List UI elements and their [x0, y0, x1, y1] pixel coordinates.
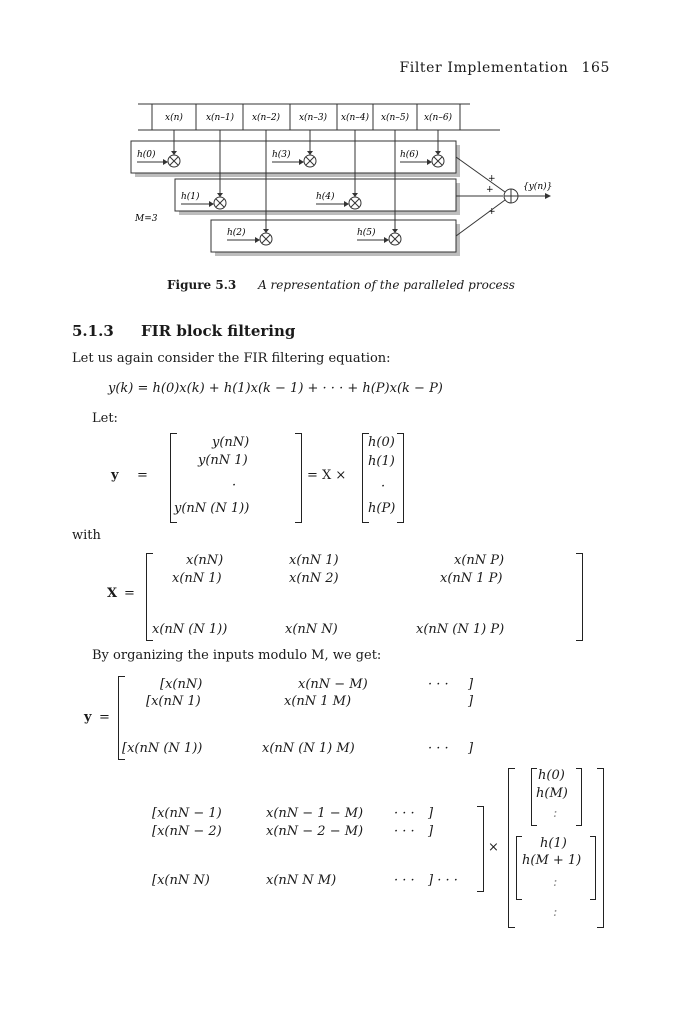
organizing-text: By organizing the inputs modulo M, we get: [92, 648, 382, 663]
right-bracket [576, 553, 583, 641]
x-matrix-cell: x(nN N) [285, 622, 338, 637]
equals-x-times-text: = X × [307, 468, 347, 483]
h-vector-entry: h(P) [368, 501, 396, 516]
lower-block-cell: [x(nN N) [152, 873, 210, 888]
coeff-label: h(1) [181, 192, 200, 202]
h-vector-entry: h(1) [368, 454, 395, 469]
intro-text: Let us again consider the FIR filtering equation: [72, 351, 391, 366]
x-matrix-cell: x(nN P) [454, 553, 505, 568]
x-matrix-cell: x(nN) [186, 553, 224, 568]
times-sign: × [488, 840, 499, 855]
fir-equation: y(k) = h(0)x(k) + h(1)x(k − 1) + · · · + h(P)x(k − P) [108, 381, 443, 396]
multiplier-icon [349, 197, 361, 209]
right-bracket [477, 806, 484, 892]
lower-block-cell: [x(nN − 1) [152, 806, 222, 821]
h-block-entry: h(M) [536, 786, 568, 801]
x-matrix-cell: x(nN 1) [289, 553, 339, 568]
lower-block-cell: x(nN N M) [266, 873, 337, 888]
caption-label: Figure 5.3 [167, 278, 237, 292]
parallel-process-diagram [0, 0, 682, 270]
coeff-label: h(2) [227, 228, 246, 238]
section-heading [72, 322, 295, 340]
y-vector-symbol: y [111, 468, 119, 483]
let-text: Let: [92, 411, 118, 426]
right-bracket [590, 836, 596, 900]
input-label: x(n–2) [251, 113, 281, 123]
y-block-cell: x(nN − M) [298, 677, 368, 692]
y-vector-entry: y(nN (N 1)) [174, 501, 250, 516]
output-label: {y(n)} [523, 182, 553, 192]
lower-block-cell: x(nN − 1 − M) [266, 806, 364, 821]
input-label: x(n–5) [380, 113, 410, 123]
x-matrix-symbol: X [107, 586, 118, 601]
input-label: x(n–4) [340, 113, 370, 123]
multiplier-icon [304, 155, 316, 167]
plus-sign: + [486, 185, 494, 195]
input-label: x(n) [165, 113, 183, 123]
coeff-label: h(0) [137, 150, 156, 160]
page-number: 165 [581, 60, 610, 76]
lower-block-cell: [x(nN − 2) [152, 824, 222, 839]
h-block-vdots: : [553, 905, 558, 920]
plus-sign: + [488, 174, 496, 184]
y-block-cell: ] [468, 694, 474, 709]
y-vector-entry: y(nN 1) [198, 453, 248, 468]
y-block-cell: · · · [428, 741, 449, 756]
y-vector-entry: · [232, 478, 237, 493]
with-text: with [72, 528, 101, 543]
multiplier-icon [214, 197, 226, 209]
h-vector-entry: · [381, 479, 386, 494]
x-matrix-cell: x(nN (N 1)) [152, 622, 228, 637]
x-matrix-cell: x(nN 2) [289, 571, 339, 586]
y-block-cell: · · · [428, 677, 449, 692]
lower-block-cell: ] [428, 824, 434, 839]
y-block-cell: [x(nN (N 1)) [122, 741, 203, 756]
equals-sign: = [99, 710, 110, 725]
input-label: x(n–6) [423, 113, 453, 123]
y-block-cell: [x(nN) [160, 677, 203, 692]
multiplier-icon [389, 233, 401, 245]
left-bracket [516, 836, 522, 900]
section-number: 5.1.3 [72, 322, 114, 340]
multiplier-icon [260, 233, 272, 245]
x-matrix-cell: x(nN (N 1) P) [416, 622, 505, 637]
y-block-cell: ] [468, 677, 474, 692]
y-block-cell: x(nN 1 M) [284, 694, 352, 709]
left-bracket [508, 768, 515, 928]
input-label: x(n–3) [298, 113, 328, 123]
section-title: FIR block filtering [141, 322, 296, 340]
lower-block-cell: ] · · · [428, 873, 458, 888]
h-block-entry: : [553, 806, 558, 821]
y-block-cell: [x(nN 1) [146, 694, 201, 709]
h-block-entry: h(1) [540, 836, 567, 851]
m-label: M=3 [135, 214, 158, 224]
lower-block-cell: ] [428, 806, 434, 821]
coeff-label: h(3) [272, 150, 291, 160]
equals-sign: = [124, 586, 135, 601]
multiplier-icon [432, 155, 444, 167]
caption-text: A representation of the paralleled process [258, 278, 515, 292]
lower-block-cell: · · · [394, 824, 415, 839]
right-bracket [397, 433, 404, 523]
equals-x-times [307, 468, 346, 483]
y-vector-entry: y(nN) [212, 435, 250, 450]
h-block-entry: : [553, 875, 558, 890]
y-block-cell: x(nN (N 1) M) [262, 741, 355, 756]
summation-icon [504, 189, 518, 203]
y-block-cell: ] [468, 741, 474, 756]
input-label: x(n–1) [205, 113, 235, 123]
right-bracket [597, 768, 604, 928]
coeff-label: h(5) [357, 228, 376, 238]
y-vector-symbol: y [84, 710, 92, 725]
coeff-label: h(6) [400, 150, 419, 160]
figure-caption [0, 278, 682, 292]
row-box-3 [211, 220, 456, 252]
x-matrix-cell: x(nN 1 P) [440, 571, 503, 586]
x-matrix-cell: x(nN 1) [172, 571, 222, 586]
lower-block-cell: · · · [394, 806, 415, 821]
running-title: Filter Implementation [399, 60, 569, 76]
equals-sign: = [137, 468, 148, 483]
h-block-entry: h(M + 1) [522, 853, 582, 868]
multiplier-icon [168, 155, 180, 167]
h-block-entry: h(0) [538, 768, 565, 783]
lower-block-cell: x(nN − 2 − M) [266, 824, 364, 839]
right-bracket [576, 768, 582, 826]
lower-block-cell: · · · [394, 873, 415, 888]
plus-sign: + [488, 207, 496, 217]
right-bracket [295, 433, 302, 523]
coeff-label: h(4) [316, 192, 335, 202]
h-vector-entry: h(0) [368, 435, 395, 450]
